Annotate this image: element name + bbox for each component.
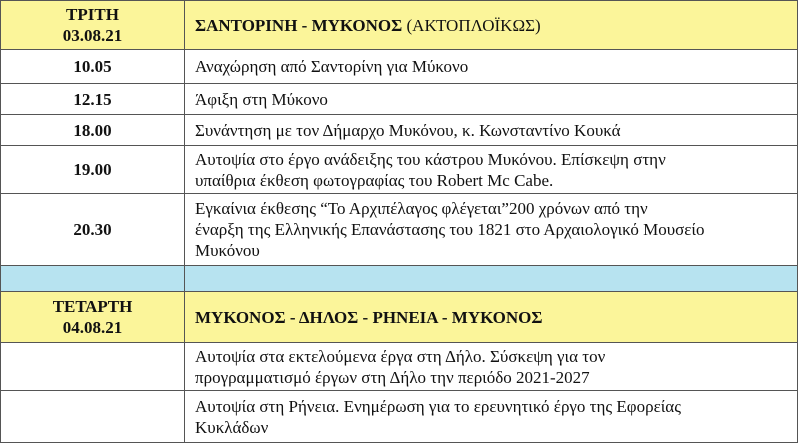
activity-line: Εγκαίνια έκθεσης “Το Αρχιπέλαγος φλέγεται”200 χρόνων από την	[195, 199, 648, 218]
day-cell	[1, 1, 185, 50]
activity-line: Αναχώρηση από Σαντορίνη για Μύκονο	[195, 57, 469, 76]
route-cell	[185, 1, 798, 50]
activity-cell	[185, 84, 798, 115]
time-cell: 20.30	[1, 194, 185, 266]
activity-line: έναρξη της Ελληνικής Επανάστασης του 1821 στο Αρχαιολογικό Μουσείο	[195, 220, 705, 239]
route-title: ΣΑΝΤΟΡΙΝΗ - ΜΥΚΟΝΟΣ	[195, 15, 403, 35]
route-note: (ΑΚΤΟΠΛΟΪΚΩΣ)	[406, 15, 541, 35]
date-label: 04.08.21	[62, 318, 123, 337]
activity-line: Αυτοψία στη Ρήνεια. Ενημέρωση για το ερευνητικό έργο της Εφορείας	[195, 396, 681, 416]
activity-line: Μυκόνου	[195, 241, 260, 260]
activity-line: Κυκλάδων	[195, 417, 269, 437]
schedule-row	[1, 115, 798, 146]
schedule-row	[1, 50, 798, 84]
time-cell	[1, 343, 185, 391]
activity-cell	[185, 115, 798, 146]
schedule-row	[1, 391, 798, 443]
route-title: ΜΥΚΟΝΟΣ - ΔΗΛΟΣ - ΡΗΝΕΙΑ - ΜΥΚΟΝΟΣ	[195, 307, 543, 327]
route-cell	[185, 292, 798, 343]
weekday-label: ΤΡΙΤΗ	[66, 5, 119, 24]
activity-line: Αυτοψία στο έργο ανάδειξης του κάστρου Μυκόνου. Επίσκεψη στην	[195, 149, 666, 169]
schedule-row	[1, 84, 798, 115]
activity-cell	[185, 194, 798, 266]
activity-cell	[185, 343, 798, 391]
time-cell: 19.00	[1, 146, 185, 194]
schedule-row	[1, 194, 798, 266]
activity-cell	[185, 50, 798, 84]
activity-line: Άφιξη στη Μύκονο	[195, 89, 328, 109]
day-separator-row	[1, 266, 798, 292]
time-cell: 10.05	[1, 50, 185, 84]
activity-line: υπαίθρια έκθεση φωτογραφίας του Robert Mc Cabe.	[195, 170, 554, 190]
date-label: 03.08.21	[62, 26, 123, 45]
time-cell: 12.15	[1, 84, 185, 115]
day-header-row	[1, 1, 798, 50]
schedule-row	[1, 146, 798, 194]
activity-line: Αυτοψία στα εκτελούμενα έργα στη Δήλο. Σύσκεψη για τον	[195, 346, 606, 366]
time-cell	[1, 391, 185, 443]
activity-line: Συνάντηση με τον Δήμαρχο Μυκόνου, κ. Κωνσταντίνο Κουκά	[195, 120, 621, 140]
activity-cell	[185, 146, 798, 194]
schedule-row	[1, 343, 798, 391]
separator-cell	[1, 266, 185, 292]
day-cell	[1, 292, 185, 343]
time-cell: 18.00	[1, 115, 185, 146]
separator-cell	[185, 266, 798, 292]
activity-line: προγραμματισμό έργων στη Δήλο την περιόδο 2021-2027	[195, 367, 590, 387]
activity-cell	[185, 391, 798, 443]
weekday-label: ΤΕΤΑΡΤΗ	[52, 297, 133, 316]
day-header-row	[1, 292, 798, 343]
